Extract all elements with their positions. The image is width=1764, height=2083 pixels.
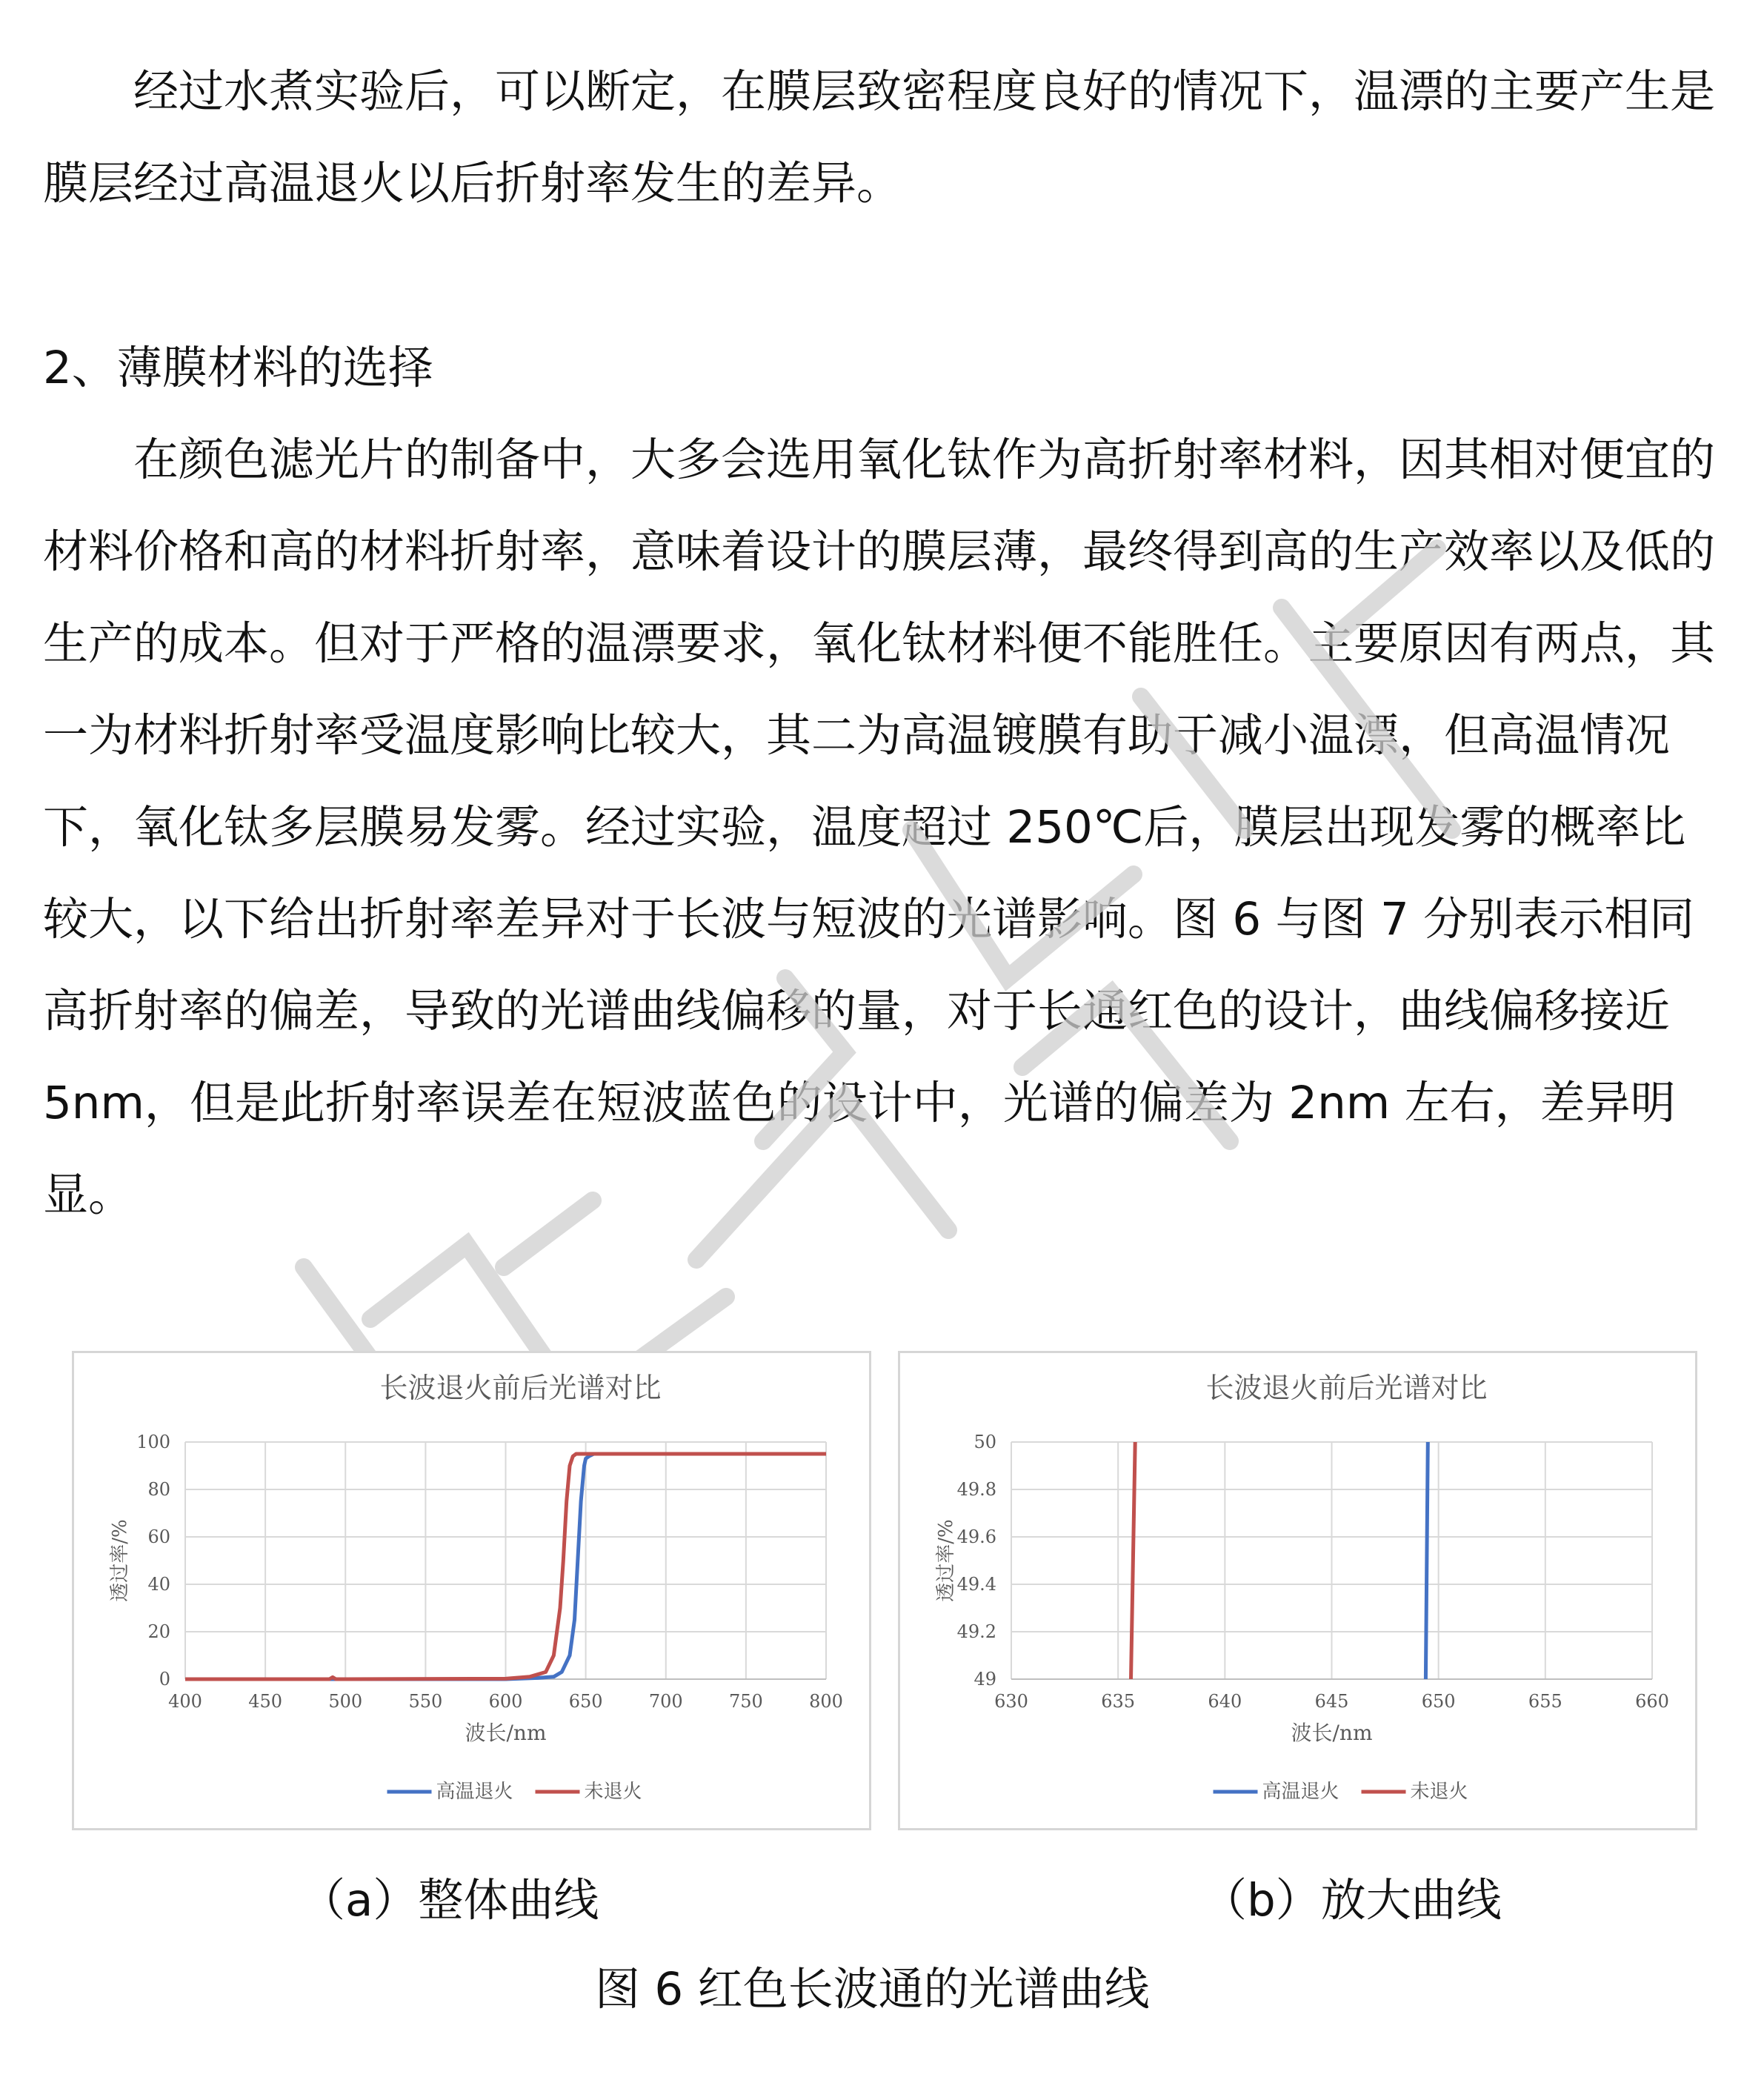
y-tick-label: 50 [973, 1432, 996, 1452]
caption-a: （a）整体曲线 [300, 1874, 599, 1927]
x-tick-label: 500 [328, 1691, 363, 1712]
y-tick-label: 60 [147, 1526, 170, 1547]
x-tick-label: 750 [728, 1691, 763, 1712]
x-tick-label: 450 [248, 1691, 283, 1712]
caption-b: （b）放大曲线 [1202, 1874, 1502, 1927]
chart-title: 长波退火前后光谱对比 [379, 1372, 662, 1404]
legend-label-unannealed: 未退火 [1410, 1781, 1468, 1803]
paragraph-material-selection: 在颜色滤光片的制备中，大多会选用氧化钛作为高折射率材料，因其相对便宜的材料价格和高的材料折射率，意味着设计的膜层薄，最终得到高的生产效率以及低的生产的成本。但对于严格的温漂要求，氧化钛材料便不能胜任。主要原因有两点，其一为材料折射率受温度影响比较大，其二为高温镀膜有助于减小温漂，但高温情况下，氧化钛多层膜易发雾。经过实验，温度超过 250℃后，膜层出现发雾的概率比较大，以下给出折射率差异对于长波与短波的光谱影响。图 6 与图 7 分别表示相同高折射率的偏差，导致的光谱曲线偏移的量，对于长通红色的设计，曲线偏移接近 5nm，但是此折射率误差在短波蓝色的设计中，光谱的偏差为 2nm 左右，差异明显。 [43, 433, 1716, 1221]
x-tick-label: 640 [1208, 1691, 1242, 1712]
chart-title: 长波退火前后光谱对比 [1205, 1372, 1488, 1404]
x-tick-label: 630 [994, 1691, 1028, 1712]
chart-zoomed-svg [900, 1353, 1695, 1828]
y-tick-label: 49.6 [956, 1526, 996, 1547]
x-axis-label: 波长/nm [465, 1721, 547, 1745]
x-tick-label: 700 [648, 1691, 683, 1712]
x-tick-label: 400 [168, 1691, 202, 1712]
y-tick-label: 40 [147, 1574, 170, 1595]
y-tick-label: 100 [136, 1432, 170, 1452]
chart-zoomed-curve [898, 1351, 1697, 1830]
x-tick-label: 660 [1635, 1691, 1669, 1712]
y-tick-label: 0 [159, 1669, 170, 1690]
legend-label-annealed: 高温退火 [436, 1781, 513, 1803]
y-tick-label: 49 [973, 1669, 996, 1690]
x-tick-label: 550 [408, 1691, 443, 1712]
y-tick-label: 49.4 [956, 1574, 996, 1595]
y-tick-label: 80 [147, 1479, 170, 1500]
x-tick-label: 600 [488, 1691, 523, 1712]
x-tick-label: 655 [1528, 1691, 1562, 1712]
series-line-unannealed [1131, 1442, 1136, 1679]
series-line-annealed [1425, 1442, 1428, 1679]
y-axis-label: 透过率/% [935, 1519, 957, 1602]
figure-caption: 图 6 红色长波通的光谱曲线 [595, 1963, 1150, 2016]
legend-label-unannealed: 未退火 [584, 1781, 642, 1803]
chart-overall-curve [72, 1351, 871, 1830]
x-axis-label: 波长/nm [1291, 1721, 1373, 1745]
y-tick-label: 20 [147, 1621, 170, 1642]
section-heading: 2、薄膜材料的选择 [43, 342, 433, 394]
y-axis-label: 透过率/% [109, 1519, 131, 1602]
y-tick-label: 49.8 [956, 1479, 996, 1500]
paragraph-conclusion: 经过水煮实验后，可以断定，在膜层致密程度良好的情况下，温漂的主要产生是膜层经过高温退火以后折射率发生的差异。 [43, 65, 1716, 210]
legend-label-annealed: 高温退火 [1262, 1781, 1339, 1803]
x-tick-label: 800 [809, 1691, 843, 1712]
x-tick-label: 635 [1101, 1691, 1136, 1712]
x-tick-label: 650 [1421, 1691, 1456, 1712]
y-tick-label: 49.2 [956, 1621, 996, 1642]
chart-overall-svg [74, 1353, 869, 1828]
x-tick-label: 645 [1314, 1691, 1349, 1712]
x-tick-label: 650 [568, 1691, 603, 1712]
